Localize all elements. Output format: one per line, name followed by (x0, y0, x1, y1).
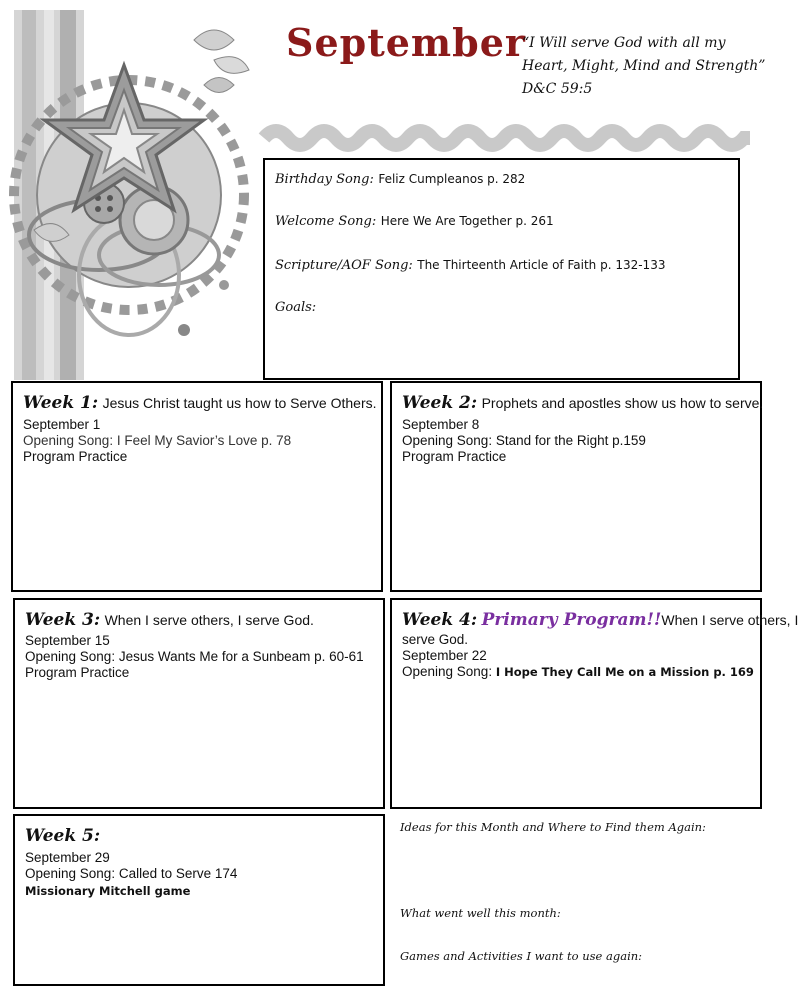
week-3-song: Opening Song: Jesus Wants Me for a Sunbeam p. 60-61 (25, 649, 364, 664)
week-5-box (13, 814, 385, 986)
week-1-extra: Program Practice (23, 449, 128, 464)
games-label: Games and Activities I want to use again: (400, 949, 643, 963)
week-1-box (11, 381, 383, 592)
week-1-theme: Jesus Christ taught us how to Serve Others. (102, 395, 377, 411)
week-4-box (390, 598, 798, 809)
week-1-song: Opening Song: I Feel My Savior’s Love p. 78 (23, 433, 292, 448)
birthday-song-value: Feliz Cumpleanos p. 282 (378, 172, 526, 186)
week-5-title: Week 5: (25, 826, 101, 846)
week-3-box (13, 598, 385, 809)
week-1-title: Week 1: (23, 393, 99, 413)
week-3-extra: Program Practice (25, 665, 130, 680)
welcome-song-value: Here We Are Together p. 261 (380, 214, 554, 228)
week-4-highlight: Primary Program!! (481, 610, 662, 630)
week-4-theme-part-2: serve God. (402, 632, 469, 647)
week-4-theme-part-1: When I serve others, I (661, 612, 798, 628)
quote-reference: D&C 59:5 (522, 81, 593, 97)
month-title: September (286, 20, 526, 65)
week-2-extra: Program Practice (402, 449, 507, 464)
quote-line-2: Heart, Might, Mind and Strength” (522, 58, 766, 74)
week-5-heading (25, 826, 100, 846)
week-5-song: Opening Song: Called to Serve 174 (25, 866, 238, 881)
welcome-song-row (275, 212, 554, 230)
week-4-song-label: Opening Song: (402, 664, 493, 679)
scripture-song-label: Scripture/AOF Song: (275, 258, 413, 273)
week-4-date: September 22 (402, 648, 487, 663)
week-2-heading (402, 393, 763, 413)
week-1-date: September 1 (23, 417, 101, 432)
week-3-date: September 15 (25, 633, 110, 648)
week-3-title: Week 3: (25, 610, 101, 630)
birthday-song-row (275, 170, 525, 188)
week-2-date: September 8 (402, 417, 480, 432)
decorative-star-cluster (14, 10, 264, 380)
scripture-song-row (275, 256, 665, 274)
week-2-theme: Prophets and apostles show us how to serve. (481, 395, 764, 411)
week-4-heading (402, 610, 798, 630)
scripture-song-value: The Thirteenth Article of Faith p. 132-133 (417, 258, 666, 272)
week-3-theme: When I serve others, I serve God. (104, 612, 314, 628)
week-2-box (390, 381, 762, 592)
zigzag-ribbon (264, 122, 750, 156)
went-well-label: What went well this month: (400, 906, 561, 920)
song-info-box (263, 158, 740, 380)
goals-label: Goals: (275, 300, 317, 315)
week-5-date: September 29 (25, 850, 110, 865)
welcome-song-label: Welcome Song: (275, 214, 377, 229)
week-1-heading (23, 393, 377, 413)
ideas-label: Ideas for this Month and Where to Find them Again: (400, 820, 706, 834)
week-4-title: Week 4: (402, 610, 478, 630)
week-2-song: Opening Song: Stand for the Right p.159 (402, 433, 646, 448)
birthday-song-label: Birthday Song: (275, 172, 374, 187)
week-5-extra: Missionary Mitchell game (25, 884, 191, 898)
quote-line-1: “I Will serve God with all my (522, 35, 726, 51)
theme-quote (522, 32, 765, 101)
week-4-song-row (402, 664, 754, 680)
week-2-title: Week 2: (402, 393, 478, 413)
week-4-song-value: I Hope They Call Me on a Mission p. 169 (495, 665, 754, 679)
week-3-heading (25, 610, 314, 630)
